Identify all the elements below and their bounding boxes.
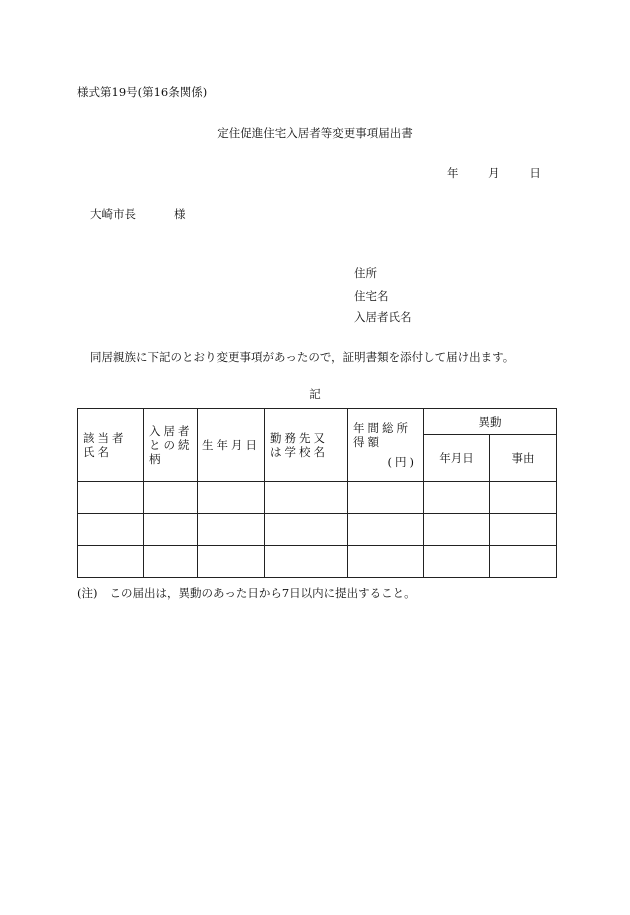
document-title: 定住促進住宅入居者等変更事項届出書 <box>217 126 413 140</box>
cell-change-date[interactable] <box>424 482 490 514</box>
header-workplace: 勤務先又 は学校名 <box>265 409 348 482</box>
header-change-reason: 事由 <box>490 435 557 482</box>
cell-workplace[interactable] <box>265 546 348 578</box>
header-change-date: 年月日 <box>424 435 490 482</box>
cell-change-reason[interactable] <box>490 482 557 514</box>
applicant-housing-label: 住宅名 <box>354 289 389 303</box>
addressee-honorific: 様 <box>174 207 186 221</box>
applicant-address-label: 住所 <box>354 266 377 280</box>
cell-change-reason[interactable] <box>490 514 557 546</box>
cell-income[interactable] <box>348 546 424 578</box>
cell-change-reason[interactable] <box>490 546 557 578</box>
income-unit: (円) <box>387 455 417 469</box>
cell-relation[interactable] <box>144 482 198 514</box>
cell-workplace[interactable] <box>265 514 348 546</box>
record-heading: 記 <box>309 387 321 401</box>
change-record-table <box>77 408 557 578</box>
cell-person-name[interactable] <box>78 546 144 578</box>
table-row <box>78 546 557 578</box>
cell-relation[interactable] <box>144 546 198 578</box>
cell-income[interactable] <box>348 482 424 514</box>
date-day: 日 <box>529 166 541 180</box>
addressee-name: 大崎市長 <box>90 207 136 221</box>
header-person-name: 該当者 氏名 <box>78 409 144 482</box>
footnote-text: この届出は，異動のあった日から7日以内に提出すること。 <box>109 586 416 600</box>
table-row <box>78 514 557 546</box>
cell-birth-date[interactable] <box>198 514 265 546</box>
date-month: 月 <box>488 166 500 180</box>
cell-relation[interactable] <box>144 514 198 546</box>
cell-person-name[interactable] <box>78 514 144 546</box>
cell-change-date[interactable] <box>424 546 490 578</box>
header-annual-income: 年間総所 得額 (円) <box>348 409 424 482</box>
cell-income[interactable] <box>348 514 424 546</box>
cell-change-date[interactable] <box>424 514 490 546</box>
addressee <box>90 206 186 222</box>
header-birth-date: 生年月日 <box>198 409 265 482</box>
header-relation: 入居者 との続 柄 <box>144 409 198 482</box>
date-year: 年 <box>447 166 459 180</box>
header-change: 異動 <box>424 409 557 435</box>
cell-birth-date[interactable] <box>198 482 265 514</box>
cell-birth-date[interactable] <box>198 546 265 578</box>
form-number: 様式第19号(第16条関係) <box>77 85 208 99</box>
cell-person-name[interactable] <box>78 482 144 514</box>
table-row <box>78 482 557 514</box>
footnote <box>77 585 416 601</box>
applicant-name-label: 入居者氏名 <box>354 310 412 324</box>
footnote-label: (注) <box>77 586 98 600</box>
statement-text: 同居親族に下記のとおり変更事項があったので，証明書類を添付して届け出ます。 <box>90 350 515 364</box>
cell-workplace[interactable] <box>265 482 348 514</box>
date-line <box>447 165 541 181</box>
